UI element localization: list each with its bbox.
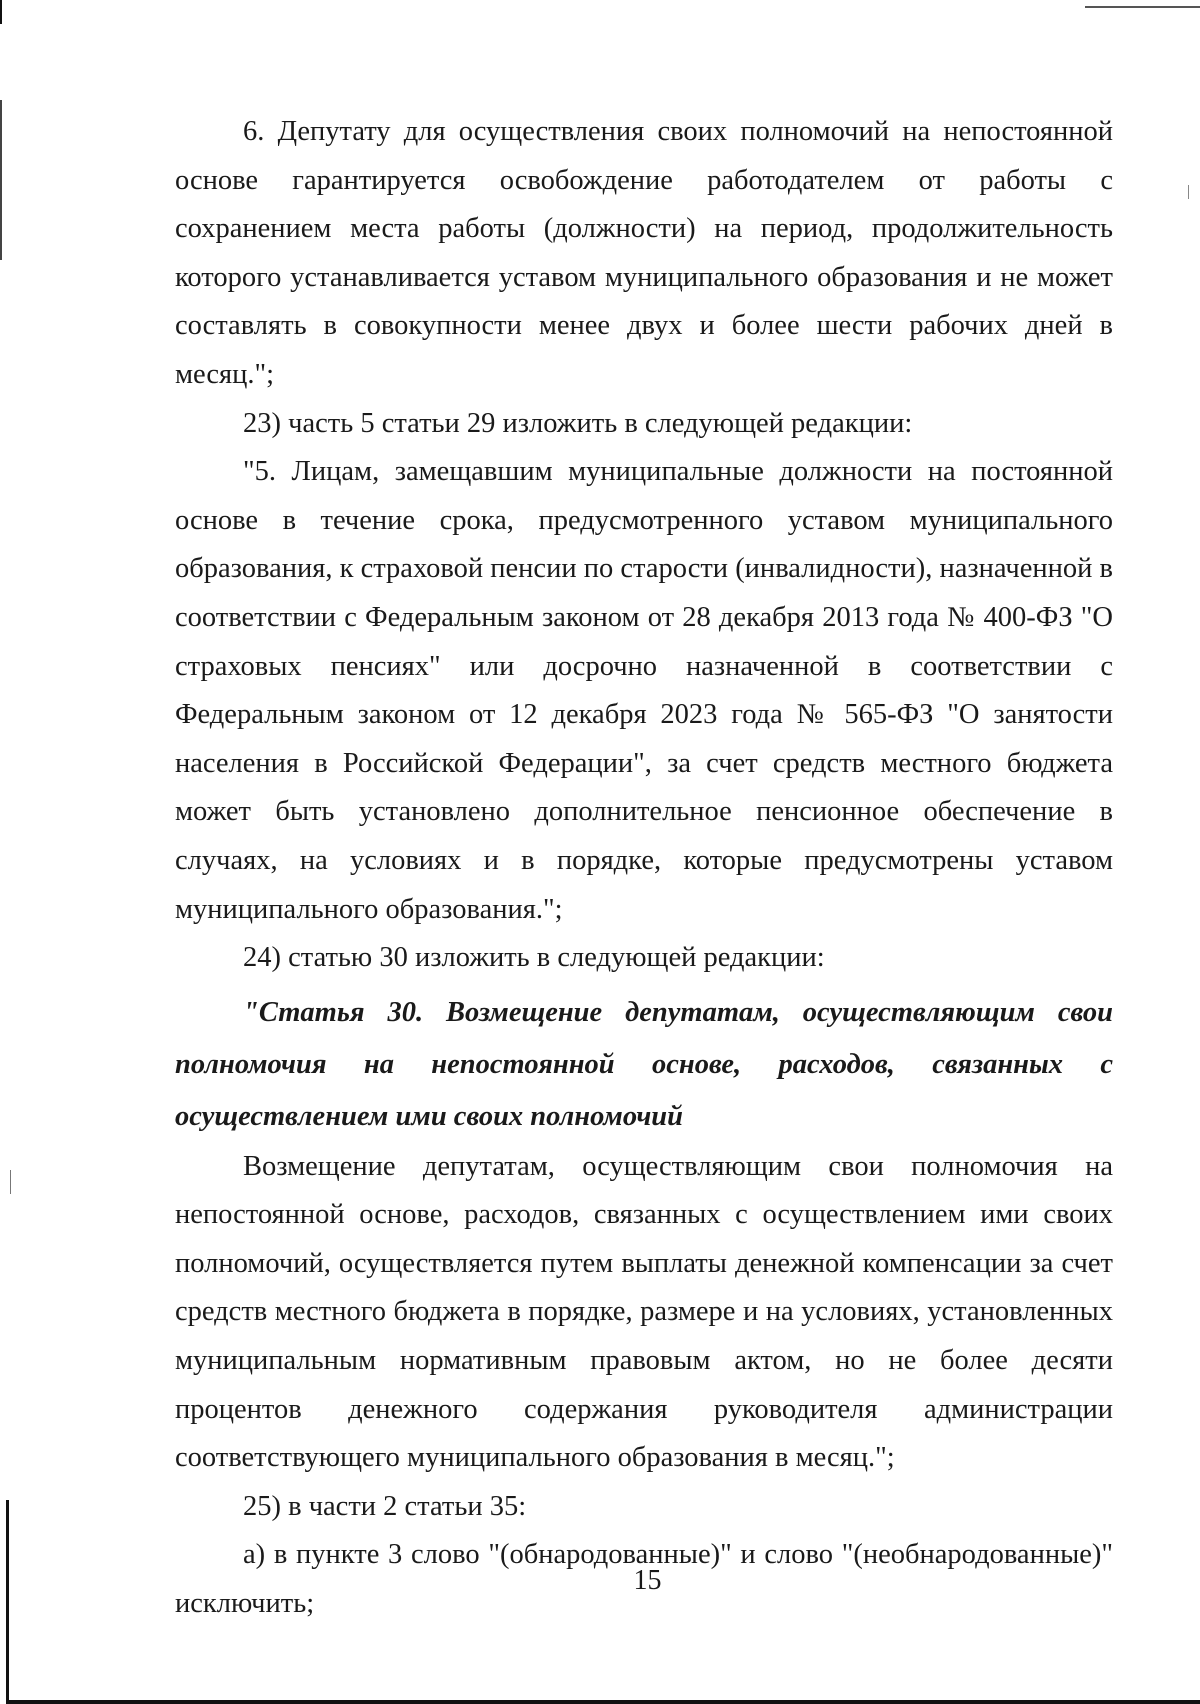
scan-mark-right xyxy=(1188,185,1189,199)
scan-mark-left xyxy=(10,1170,11,1194)
paragraph-item-25: 25) в части 2 статьи 35: xyxy=(243,1490,527,1522)
document-body xyxy=(175,108,1113,1629)
paragraph-item-23: 23) часть 5 статьи 29 изложить в следующей редакции: xyxy=(243,407,913,439)
scan-edge-top xyxy=(1085,6,1200,8)
paragraph-pension: "5. Лицам, замещавшим муниципальные должности на постоянной основе в течение срока, предусмотренного уставом муниципального образования, к страховой пенсии по старости (инвалидности), назначенной в соответствии с Федеральным законом от 28 декабря 2013 года № 400-ФЗ "О страховых пенсиях" или досрочно назначенной в соответствии с Федеральным законом от 12 декабря 2023 года № 565-ФЗ "О занятости населения в Российской Федерации", за счет средств местного бюджета может быть установлено дополнительное пенсионное обеспечение в случаях, на условиях и в порядке, которые предусмотрены уставом муниципального образования."; xyxy=(175,456,1113,925)
paragraph-subitem-a: а) в пункте 3 слово "(обнародованные)" и слово "(необнародованные)" исключить; xyxy=(175,1539,1113,1620)
scan-edge-left-bottom xyxy=(6,1500,9,1704)
scan-edge-left-top xyxy=(0,0,2,24)
article-30-heading: "Статья 30. Возмещение депутатам, осуществляющим свои полномочия на непостоянной основе, расходов, связанных с осуществлением ими своих полномочий xyxy=(175,996,1113,1132)
scan-edge-left xyxy=(0,100,2,260)
page-number: 15 xyxy=(633,1565,662,1596)
scan-edge-bottom xyxy=(6,1700,1200,1704)
paragraph-compensation: Возмещение депутатам, осуществляющим свои полномочия на непостоянной основе, расходов, связанных с осуществлением ими своих полномочий, осуществляется путем выплаты денежной компенсации за счет средств местного бюджета в порядке, размере и на условиях, установленных муниципальным нормативным правовым актом, но не более десяти процентов денежного содержания руководителя администрации соответствующего муниципального образования в месяц."; xyxy=(175,1150,1113,1474)
paragraph-deputy-release: 6. Депутату для осуществления своих полномочий на непостоянной основе гарантируется освобождение работодателем от работы с сохранением места работы (должности) на период, продолжительность которого устанавливается уставом муниципального образования и не может составлять в совокупности менее двух и более шести рабочих дней в месяц."; xyxy=(175,116,1113,390)
paragraph-item-24: 24) статью 30 изложить в следующей редакции: xyxy=(243,942,825,974)
